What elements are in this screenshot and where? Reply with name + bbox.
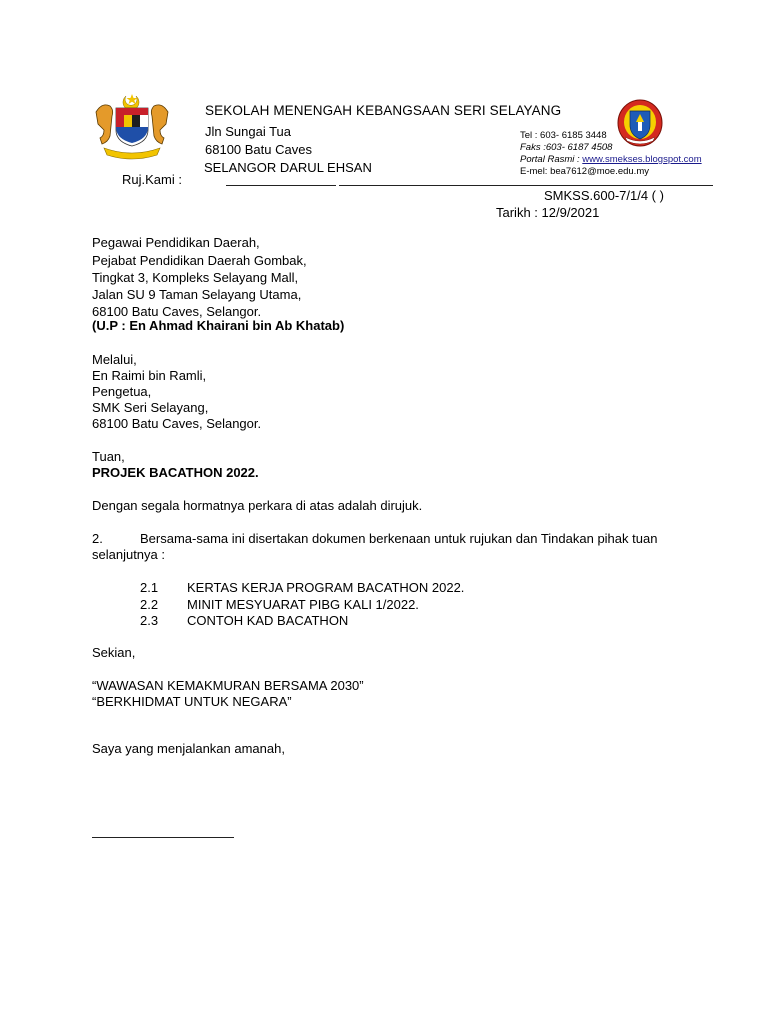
signature-line bbox=[92, 837, 234, 838]
motto-2: “BERKHIDMAT UNTUK NEGARA” bbox=[92, 694, 292, 709]
contact-portal bbox=[520, 155, 702, 165]
paragraph-2-number: 2. bbox=[92, 531, 103, 546]
via-line: Pengetua, bbox=[92, 384, 152, 399]
header-divider bbox=[339, 185, 713, 186]
item-text: KERTAS KERJA PROGRAM BACATHON 2022. bbox=[187, 580, 465, 595]
paragraph-2-line-2: selanjutnya : bbox=[92, 547, 165, 562]
school-badge-logo bbox=[617, 99, 663, 147]
recipient-line: Jalan SU 9 Taman Selayang Utama, bbox=[92, 287, 302, 302]
contact-tel: Tel : 603- 6185 3448 bbox=[520, 130, 607, 141]
signoff: Saya yang menjalankan amanah, bbox=[92, 741, 285, 756]
portal-label: Portal Rasmi : bbox=[520, 154, 583, 165]
ruj-kami-label: Ruj.Kami : bbox=[122, 172, 182, 187]
item-text: MINIT MESYUARAT PIBG KALI 1/2022. bbox=[187, 597, 419, 612]
ruj-underline bbox=[226, 185, 336, 186]
paragraph-2-line-1: Bersama-sama ini disertakan dokumen berkenaan untuk rujukan dan Tindakan pihak tuan bbox=[140, 531, 658, 546]
item-number: 2.2 bbox=[140, 597, 159, 612]
item-number: 2.1 bbox=[140, 580, 159, 595]
school-name: SEKOLAH MENENGAH KEBANGSAAN SERI SELAYANG bbox=[205, 103, 562, 118]
recipient-line: Tingkat 3, Kompleks Selayang Mall, bbox=[92, 270, 299, 285]
contact-email: E-mel: bea7612@moe.edu.my bbox=[520, 166, 649, 177]
reference-number: SMKSS.600-7/1/4 ( ) bbox=[544, 188, 664, 203]
closing: Sekian, bbox=[92, 645, 136, 660]
recipient-line: 68100 Batu Caves, Selangor. bbox=[92, 304, 262, 319]
via-line: Melalui, bbox=[92, 352, 137, 367]
item-text: CONTOH KAD BACATHON bbox=[187, 613, 349, 628]
address-line-state: SELANGOR DARUL EHSAN bbox=[204, 160, 372, 175]
via-line: En Raimi bin Ramli, bbox=[92, 368, 207, 383]
coat-of-arms-logo bbox=[92, 92, 172, 162]
contact-faks: Faks :603- 6187 4508 bbox=[520, 142, 613, 153]
letter-date: Tarikh : 12/9/2021 bbox=[496, 205, 600, 220]
recipient-line: Pegawai Pendidikan Daerah, bbox=[92, 235, 260, 250]
paragraph-1: Dengan segala hormatnya perkara di atas adalah dirujuk. bbox=[92, 498, 423, 513]
subject-line: PROJEK BACATHON 2022. bbox=[92, 465, 259, 480]
motto-1: “WAWASAN KEMAKMURAN BERSAMA 2030” bbox=[92, 678, 364, 693]
recipient-line: Pejabat Pendidikan Daerah Gombak, bbox=[92, 253, 307, 268]
salutation: Tuan, bbox=[92, 449, 125, 464]
address-line-postcode: 68100 Batu Caves bbox=[205, 142, 312, 157]
address-line-street: Jln Sungai Tua bbox=[205, 124, 292, 139]
portal-link[interactable]: www.smekses.blogspot.com bbox=[582, 154, 702, 165]
attention-line: (U.P : En Ahmad Khairani bin Ab Khatab) bbox=[92, 318, 345, 333]
item-number: 2.3 bbox=[140, 613, 159, 628]
via-line: SMK Seri Selayang, bbox=[92, 400, 209, 415]
via-line: 68100 Batu Caves, Selangor. bbox=[92, 416, 262, 431]
